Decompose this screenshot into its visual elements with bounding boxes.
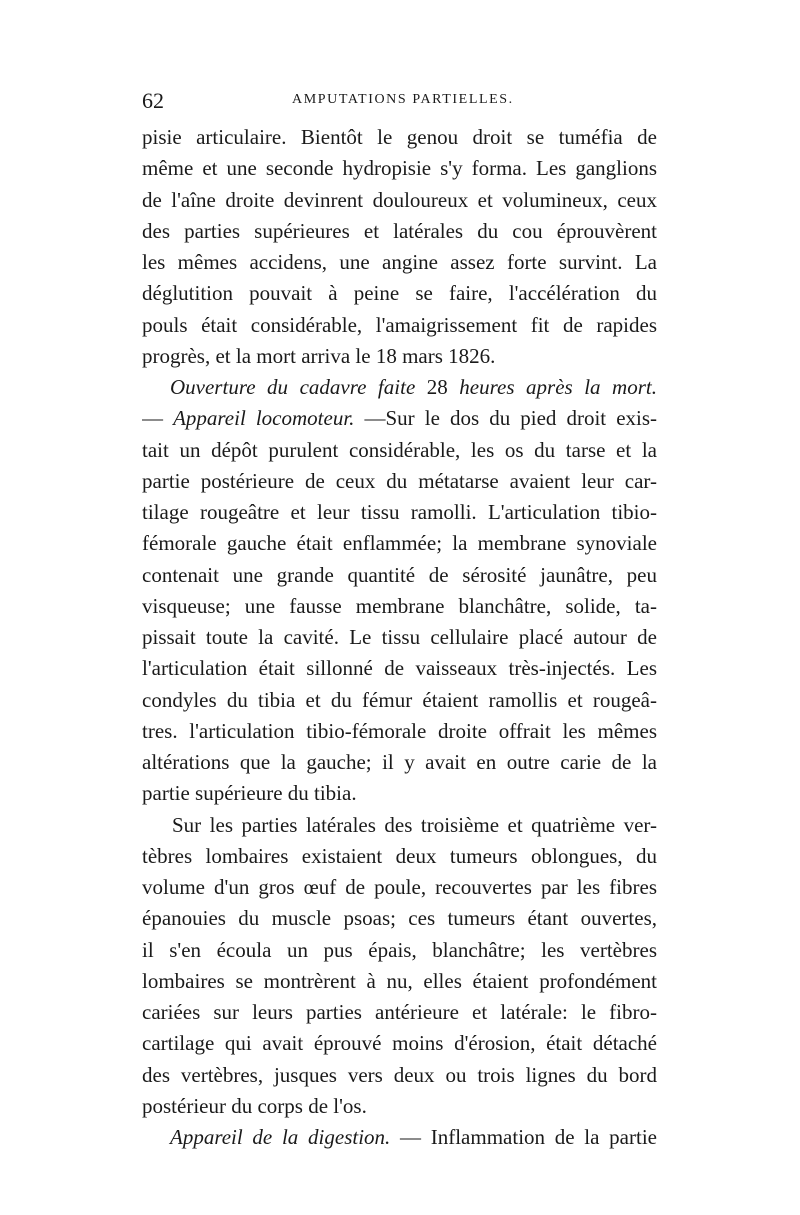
text-line: tèbres lombaires existaient deux tumeurs oblongues, du (142, 843, 657, 868)
text-line: pisie articulaire. Bientôt le genou droit se tuméfia de (142, 125, 657, 149)
text-line: visqueuse; une fausse membrane blanchâtre, solide, ta- (142, 593, 657, 618)
body-text (142, 122, 657, 1153)
text-line: tait un dépôt purulent considérable, les os du tarse et la (142, 437, 657, 462)
autopsy-heading-part2: heures après la mort. (447, 375, 657, 399)
text-line: volume d'un gros œuf de poule, recouvertes par les fibres (142, 875, 657, 899)
running-head (142, 88, 657, 114)
text-line: cariées sur leurs parties antérieure et latérale: le fibro- (142, 1000, 657, 1024)
text-line: il s'en écoula un pus épais, blanchâtre; les vertèbres (142, 937, 657, 962)
subheading-locomotor: Appareil locomoteur. (173, 406, 355, 431)
text-line: pouls était considérable, l'amaigrissement fit de rapides (142, 312, 657, 337)
text-line: des vertèbres, jusques vers deux ou trois lignes du bord (142, 1062, 657, 1087)
text-line: de l'aîne droite devinrent douloureux et volumineux, ceux (142, 187, 657, 212)
text-line: contenait une grande quantité de sérosité jaunâtre, peu (142, 562, 657, 587)
digestion-section-line (142, 1122, 657, 1153)
autopsy-heading-part1: Ouverture du cadavre faite (170, 375, 427, 399)
text-line: Sur les parties latérales des troisième et quatrième ver- (172, 812, 657, 837)
running-title: AMPUTATIONS PARTIELLES. (292, 92, 514, 107)
text-line: pissait toute la cavité. Le tissu cellulaire placé autour de (142, 625, 657, 649)
text-line: déglutition pouvait à peine se faire, l'accélération du (142, 281, 657, 306)
autopsy-heading-hours: 28 (426, 375, 448, 399)
text-line: tilage rougeâtre et leur tissu ramolli. L'articulation tibio- (142, 500, 657, 524)
autopsy-heading (142, 372, 657, 403)
text-line: des parties supérieures et latérales du cou éprouvèrent (142, 218, 657, 243)
text-line: progrès, et la mort arriva le 18 mars 1826. (142, 343, 496, 368)
page-number: 62 (142, 88, 164, 113)
text-line: épanouies du muscle psoas; ces tumeurs étant ouvertes, (142, 906, 657, 931)
text-line: fémorale gauche était enflammée; la membrane synoviale (142, 531, 657, 556)
text-line: partie postérieure de ceux du métatarse avaient leur car- (142, 468, 657, 493)
text-line: tres. l'articulation tibio-fémorale droite offrait les mêmes (142, 718, 657, 743)
text-span: —Sur le dos du pied droit exis- (354, 406, 657, 431)
text-line: cartilage qui avait éprouvé moins d'érosion, était détaché (142, 1031, 657, 1056)
text-line: les mêmes accidens, une angine assez forte survint. La (142, 250, 657, 274)
text-line: condyles du tibia et du fémur étaient ramollis et rougeâ- (142, 687, 657, 712)
subheading-digestion: Appareil de la digestion. (170, 1125, 391, 1149)
text-line: postérieur du corps de l'os. (142, 1093, 367, 1118)
locomotor-section-line (142, 403, 657, 434)
text-line: l'articulation était sillonné de vaisseaux très-injectés. Les (142, 656, 657, 681)
text-line: même et une seconde hydropisie s'y forma. Les ganglions (142, 156, 657, 181)
text-line: altérations que la gauche; il y avait en outre carie de la (142, 750, 657, 774)
text-line: lombaires se montrèrent à nu, elles étaient profondément (142, 968, 657, 993)
dash: — (142, 406, 174, 431)
text-span: — Inflammation de la partie (390, 1125, 657, 1149)
text-line: partie supérieure du tibia. (142, 781, 357, 806)
